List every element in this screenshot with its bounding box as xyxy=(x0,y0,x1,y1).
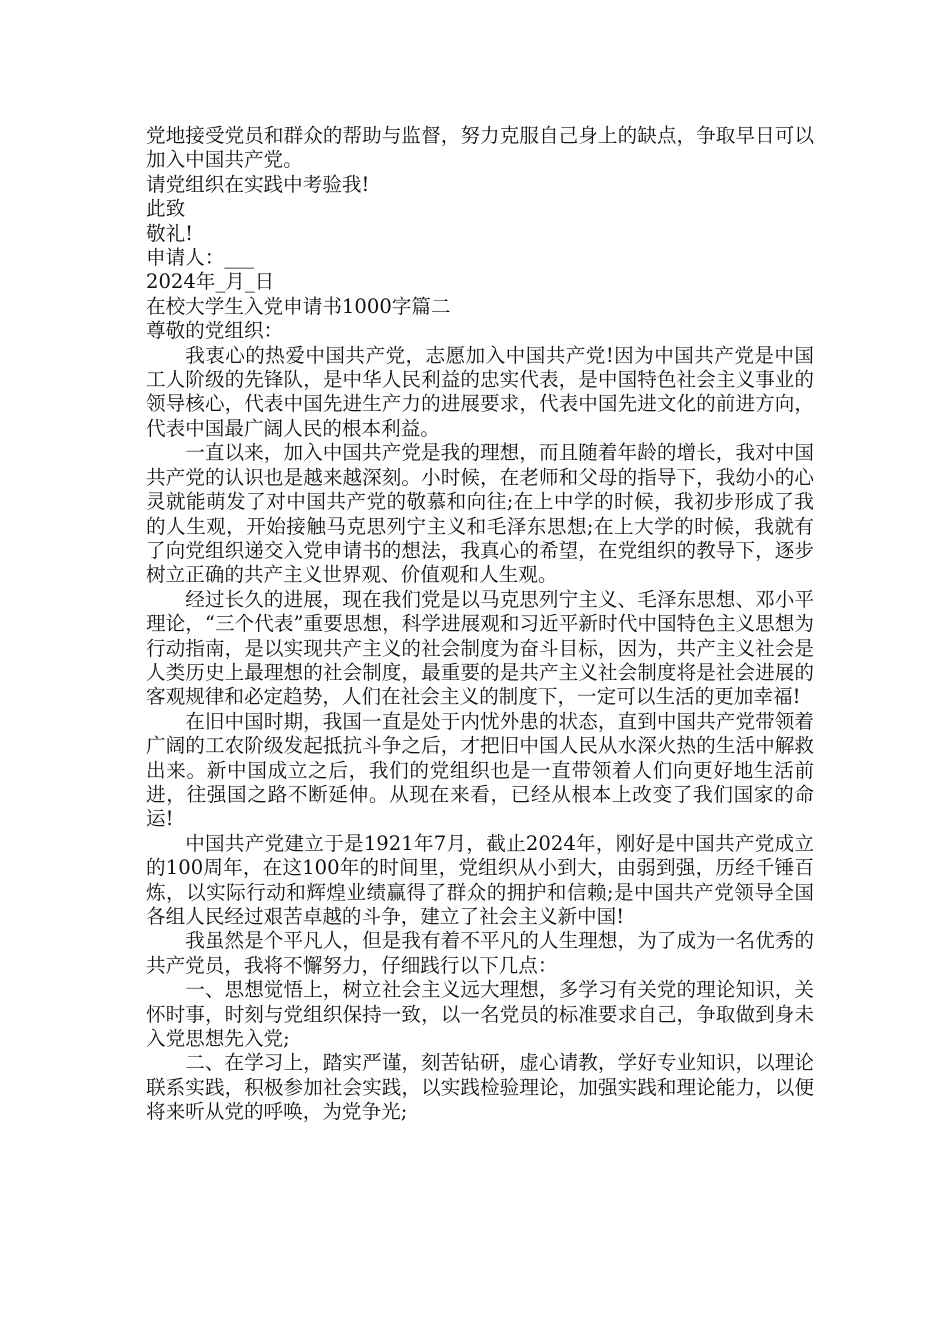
body-paragraph: 二、在学习上，踏实严谨，刻苦钻研，虚心请教，学好专业知识，以理论联系实践，积极参加社会实践，以实践检验理论，加强实践和理论能力，以便将来听从党的呼唤，为党争光; xyxy=(146,1051,814,1124)
salutation-jing-li: 敬礼! xyxy=(146,221,194,245)
continuation-paragraph: 党地接受党员和群众的帮助与监督，努力克服自己身上的缺点，争取早日可以加入中国共产党。 xyxy=(146,124,814,172)
document-page xyxy=(146,124,814,1125)
body-paragraph: 我虽然是个平凡人，但是我有着不平凡的人生理想，为了成为一名优秀的共产党员，我将不懈努力，仔细践行以下几点： xyxy=(146,929,814,977)
section-title: 在校大学生入党申请书1000字篇二 xyxy=(146,294,451,318)
body-paragraph: 中国共产党建立于是1921年7月，截止2024年，刚好是中国共产党成立的100周年，在这100年的时间里，党组织从小到大，由弱到强，历经千锤百炼，以实际行动和辉煌业绩赢得了群众的拥护和信赖;是中国共产党领导全国各组人民经过艰苦卓越的斗争，建立了社会主义新中国! xyxy=(146,831,814,928)
body-paragraph: 在旧中国时期，我国一直是处于内忧外患的状态，直到中国共产党带领着广阔的工农阶级发起抵抗斗争之后，才把旧中国人民从水深火热的生活中解救出来。新中国成立之后，我们的党组织也是一直带领着人们向更好地生活前进，往强国之路不断延伸。从现在来看，已经从根本上改变了我们国家的命运! xyxy=(146,709,814,831)
body-paragraph: 一、思想觉悟上，树立社会主义远大理想，多学习有关党的理论知识，关怀时事，时刻与党组织保持一致，以一名党员的标准要求自己，争取做到身未入党思想先入党; xyxy=(146,978,814,1051)
greeting-line: 尊敬的党组织： xyxy=(146,319,284,343)
body-paragraph: 一直以来，加入中国共产党是我的理想，而且随着年龄的增长，我对中国共产党的认识也是越来越深刻。小时候，在老师和父母的指导下，我幼小的心灵就能萌发了对中国共产党的敬慕和向往;在上中学的时候，我初步形成了我的人生观，开始接触马克思列宁主义和毛泽东思想;在上大学的时候，我就有了向党组织递交入党申请书的想法，我真心的希望，在党组织的教导下，逐步树立正确的共产主义世界观、价值观和人生观。 xyxy=(146,441,814,587)
request-line: 请党组织在实践中考验我! xyxy=(146,172,370,196)
date-line: 2024年_月_日 xyxy=(146,270,275,294)
applicant-line: 申请人：___ xyxy=(146,246,254,270)
salutation-ci-zhi: 此致 xyxy=(146,197,186,221)
body-paragraph: 我衷心的热爱中国共产党，志愿加入中国共产党!因为中国共产党是中国工人阶级的先锋队，是中华人民利益的忠实代表，是中国特色社会主义事业的领导核心，代表中国先进生产力的进展要求，代表中国先进文化的前进方向，代表中国最广阔人民的根本利益。 xyxy=(146,343,814,440)
body-paragraph: 经过长久的进展，现在我们党是以马克思列宁主义、毛泽东思想、邓小平理论，“三个代表”重要思想，科学进展观和习近平新时代中国特色主义思想为行动指南，是以实现共产主义的社会制度为奋斗目标，因为，共产主义社会是人类历史上最理想的社会制度，最重要的是共产主义社会制度将是社会进展的客观规律和必定趋势，人们在社会主义的制度下，一定可以生活的更加幸福! xyxy=(146,587,814,709)
